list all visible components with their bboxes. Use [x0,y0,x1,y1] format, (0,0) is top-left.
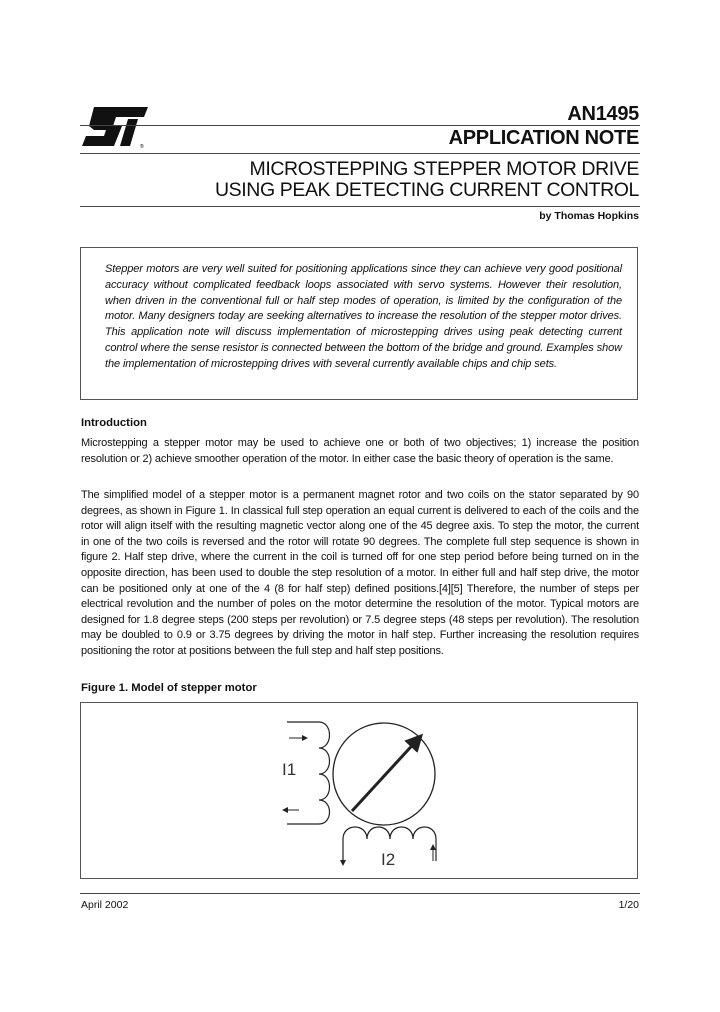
rotor-vector-arrow [352,738,419,811]
abstract-text: Stepper motors are very well suited for positioning applications since they can achieve very good positional accuracy without complicated feedback loops associated with servo systems. However their resolution, when driven in the conventional full or half step modes of operation, is limited by the configuration of the motor. Many designers today are seeking alternatives to increase the resolution of the stepper motor drives. This application note will discuss implementation of microstepping drives using peak detecting current control where the sense resistor is connected between the bottom of the bridge and ground. Examples show the implementation of microstepping drives with several currently available chips and chip sets. [105,263,622,370]
title-line-2: USING PEAK DETECTING CURRENT CONTROL [214,179,639,201]
author-divider [80,206,640,207]
figure-caption: Figure 1. Model of stepper motor [81,682,257,694]
author: by Thomas Hopkins [539,210,639,222]
paragraph-1: Microstepping a stepper motor may be used to achieve one or both of two objectives; 1) increase the position resolution or 2) achieve smoother operation of the motor. In either case the basic theory of operation is the same. [81,437,639,465]
paragraph-2: The simplified model of a stepper motor is a permanent magnet rotor and two coils on the stator separated by 90 degrees, as shown in Figure 1. In classical full step operation an equal current is delivered to each of the coils and the rotor will align itself with the resulting magnetic vector along one of the 45 degree axis. To step the motor, the current in one of the two coils is reversed and the rotor will rotate 90 degrees. The complete full step sequence is shown in figure 2. Half step drive, where the current in the coil is turned off for one step period before being turned on in the opposite direction, has been used to double the step resolution of a motor. In either full and half step drive, the motor can be positioned only at one of the 4 (8 for half step) defined positions.[4][5] Therefore, the number of steps per electrical revolution and the number of poles on the motor determine the resolution of the motor. Typical motors are designed for 1.8 degree steps (200 steps per revolution) or 7.5 degree steps (48 steps per revolution). The resolution may be doubled to 0.9 or 3.75 degrees by driving the motor in half step. Further increasing the resolution requires positioning the rotor at positions between the full step and half step positions. [81,489,639,657]
coil-2-label: I2 [381,850,396,869]
doc-type: APPLICATION NOTE [448,127,639,149]
coil-1-label: I1 [282,760,297,779]
svg-text:®: ® [140,144,144,150]
stepper-motor-diagram [81,703,637,878]
doc-number: AN1495 [567,103,639,125]
section-heading-introduction: Introduction [81,417,147,429]
st-logo [80,104,152,150]
page-number: 1/20 [618,899,639,911]
footer-divider [80,893,640,894]
figure-box [80,702,638,879]
header-divider [80,125,640,126]
footer-date: April 2002 [81,899,129,911]
title-divider [80,153,640,154]
abstract-box [80,247,638,400]
title-line-1: MICROSTEPPING STEPPER MOTOR DRIVE [249,158,639,180]
